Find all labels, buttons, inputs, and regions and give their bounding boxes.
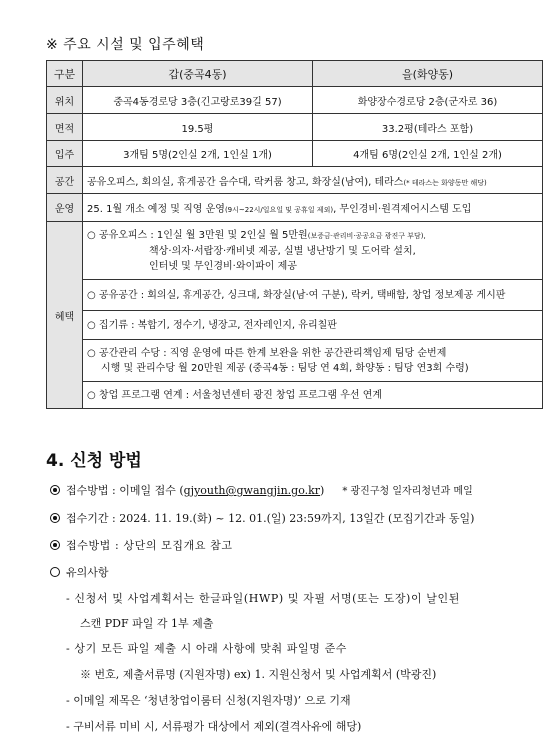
- table-row: [47, 194, 543, 222]
- operation-content: [83, 194, 543, 222]
- row-label: 운영: [47, 194, 83, 222]
- table-row: [47, 311, 543, 340]
- bullet-icon: [50, 513, 60, 523]
- table-row: [47, 280, 543, 311]
- operation-note: (9시~22시/일요일 및 공휴일 제외): [224, 206, 334, 214]
- notes-heading: 유의사항: [66, 566, 109, 579]
- benefit-line: (보증금·관리비·공공요금 광진구 부담),: [307, 231, 426, 240]
- benefit-line: 시행 및 관리수당 월 20만원 제공 (중곡4동 : 팀당 연 4회, 화양동 : 팀당 연3회 수령): [101, 362, 469, 374]
- table-header-row: [47, 61, 543, 87]
- benefit-line: ○ 공유오피스 : 1인실 월 3만원 및 2인실 월 5만원: [87, 229, 308, 241]
- apply-method-prefix: 접수방법 : 이메일 접수 (: [66, 484, 184, 497]
- operation-main: 25. 1월 개소 예정 및 직영 운영: [87, 204, 225, 215]
- table-row: [47, 222, 543, 280]
- apply-method-note: * 광진구청 일자리청년과 메일: [342, 486, 473, 497]
- location-a: 중곡4동경로당 3층(긴고랑로39길 57): [83, 87, 313, 114]
- bullet-icon: [50, 540, 60, 550]
- header-b: 을(화양동): [313, 61, 543, 87]
- table-row: [47, 114, 543, 141]
- benefit-line: 책상·의자·서랍장·캐비넷 제공, 실별 냉난방기 및 도어락 설치,: [149, 245, 416, 257]
- location-b: 화양장수경로당 2층(군자로 36): [313, 87, 543, 114]
- apply-item: [50, 564, 109, 580]
- apply-period: 접수기간 : 2024. 11. 19.(화) ~ 12. 01.(일) 23:59까지, 13일간 (모집기간과 동일): [66, 512, 475, 525]
- area-b: 33.2평(테라스 포함): [313, 114, 543, 141]
- table-row: [47, 87, 543, 114]
- note-line: - 상기 모든 파일 제출 시 아래 사항에 맞춰 파일명 준수: [66, 642, 348, 655]
- space-note: (* 테라스는 화양동만 해당): [403, 178, 487, 187]
- row-label: 혜택: [47, 222, 83, 409]
- table-row: [47, 167, 543, 194]
- benefit-item: [83, 222, 543, 280]
- benefit-item: [83, 311, 543, 340]
- benefit-line: ○ 창업 프로그램 연계 : 서울청년센터 광진 창업 프로그램 우선 연계: [87, 389, 383, 401]
- benefit-item: [83, 280, 543, 311]
- benefit-line: 인터넷 및 무인경비·와이파이 제공: [149, 260, 297, 272]
- benefit-item: [83, 340, 543, 382]
- note-line: - 신청서 및 사업계획서는 한글파일(HWP) 및 자필 서명(또는 도장)이 날인된: [66, 592, 460, 605]
- note-line: ※ 번호, 제출서류명 (지원자명) ex) 1. 지원신청서 및 사업계획서 (박광진): [80, 668, 437, 681]
- header-a: 갑(중곡4동): [83, 61, 313, 87]
- row-label: 위치: [47, 87, 83, 114]
- operation-main-2: , 무인경비·원격제어시스템 도입: [333, 204, 472, 215]
- note-line: - 이메일 제목은 ‘청년창업이룸터 신청(지원자명)’ 으로 기재: [66, 694, 351, 707]
- table-row: [47, 340, 543, 382]
- occupancy-a: 3개팀 5명(2인실 2개, 1인실 1개): [83, 141, 313, 167]
- note-line: 스캔 PDF 파일 각 1부 제출: [80, 617, 214, 630]
- apply-method-2: 접수방법 : 상단의 모집개요 참고: [66, 539, 233, 552]
- apply-item: [50, 537, 233, 553]
- row-label: 면적: [47, 114, 83, 141]
- area-a: 19.5평: [83, 114, 313, 141]
- table-row: [47, 382, 543, 409]
- facilities-table: [46, 60, 543, 409]
- benefit-line: ○ 공유공간 : 회의실, 휴게공간, 싱크대, 화장실(남·여 구분), 락커, 택배함, 창업 정보제공 게시판: [87, 289, 506, 301]
- row-label: 입주: [47, 141, 83, 167]
- apply-method-suffix: ): [320, 484, 325, 497]
- email-link[interactable]: gjyouth@gwangjin.go.kr: [183, 484, 321, 497]
- table-row: [47, 141, 543, 167]
- header-category: 구분: [47, 61, 83, 87]
- apply-item: [50, 482, 473, 498]
- occupancy-b: 4개팀 6명(2인실 2개, 1인실 2개): [313, 141, 543, 167]
- apply-title: 4. 신청 방법: [46, 451, 142, 471]
- benefit-item: [83, 382, 543, 409]
- benefit-line: ○ 집기류 : 복합기, 정수기, 냉장고, 전자레인지, 유리칠판: [87, 319, 337, 331]
- benefit-line: ○ 공간관리 수당 : 직영 운영에 따른 한계 보완을 위한 공간관리책임제 팀당 순번제: [87, 347, 447, 359]
- note-line: - 구비서류 미비 시, 서류평가 대상에서 제외(결격사유에 해당): [66, 720, 362, 733]
- space-main: 공유오피스, 회의실, 휴게공간 음수대, 락커룸 창고, 화장실(남여), 테라스: [87, 176, 404, 188]
- space-content: [83, 167, 543, 194]
- bullet-icon: [50, 567, 60, 577]
- bullet-icon: [50, 485, 60, 495]
- row-label: 공간: [47, 167, 83, 194]
- section-title: ※ 주요 시설 및 입주혜택: [46, 37, 205, 53]
- apply-item: [50, 510, 474, 526]
